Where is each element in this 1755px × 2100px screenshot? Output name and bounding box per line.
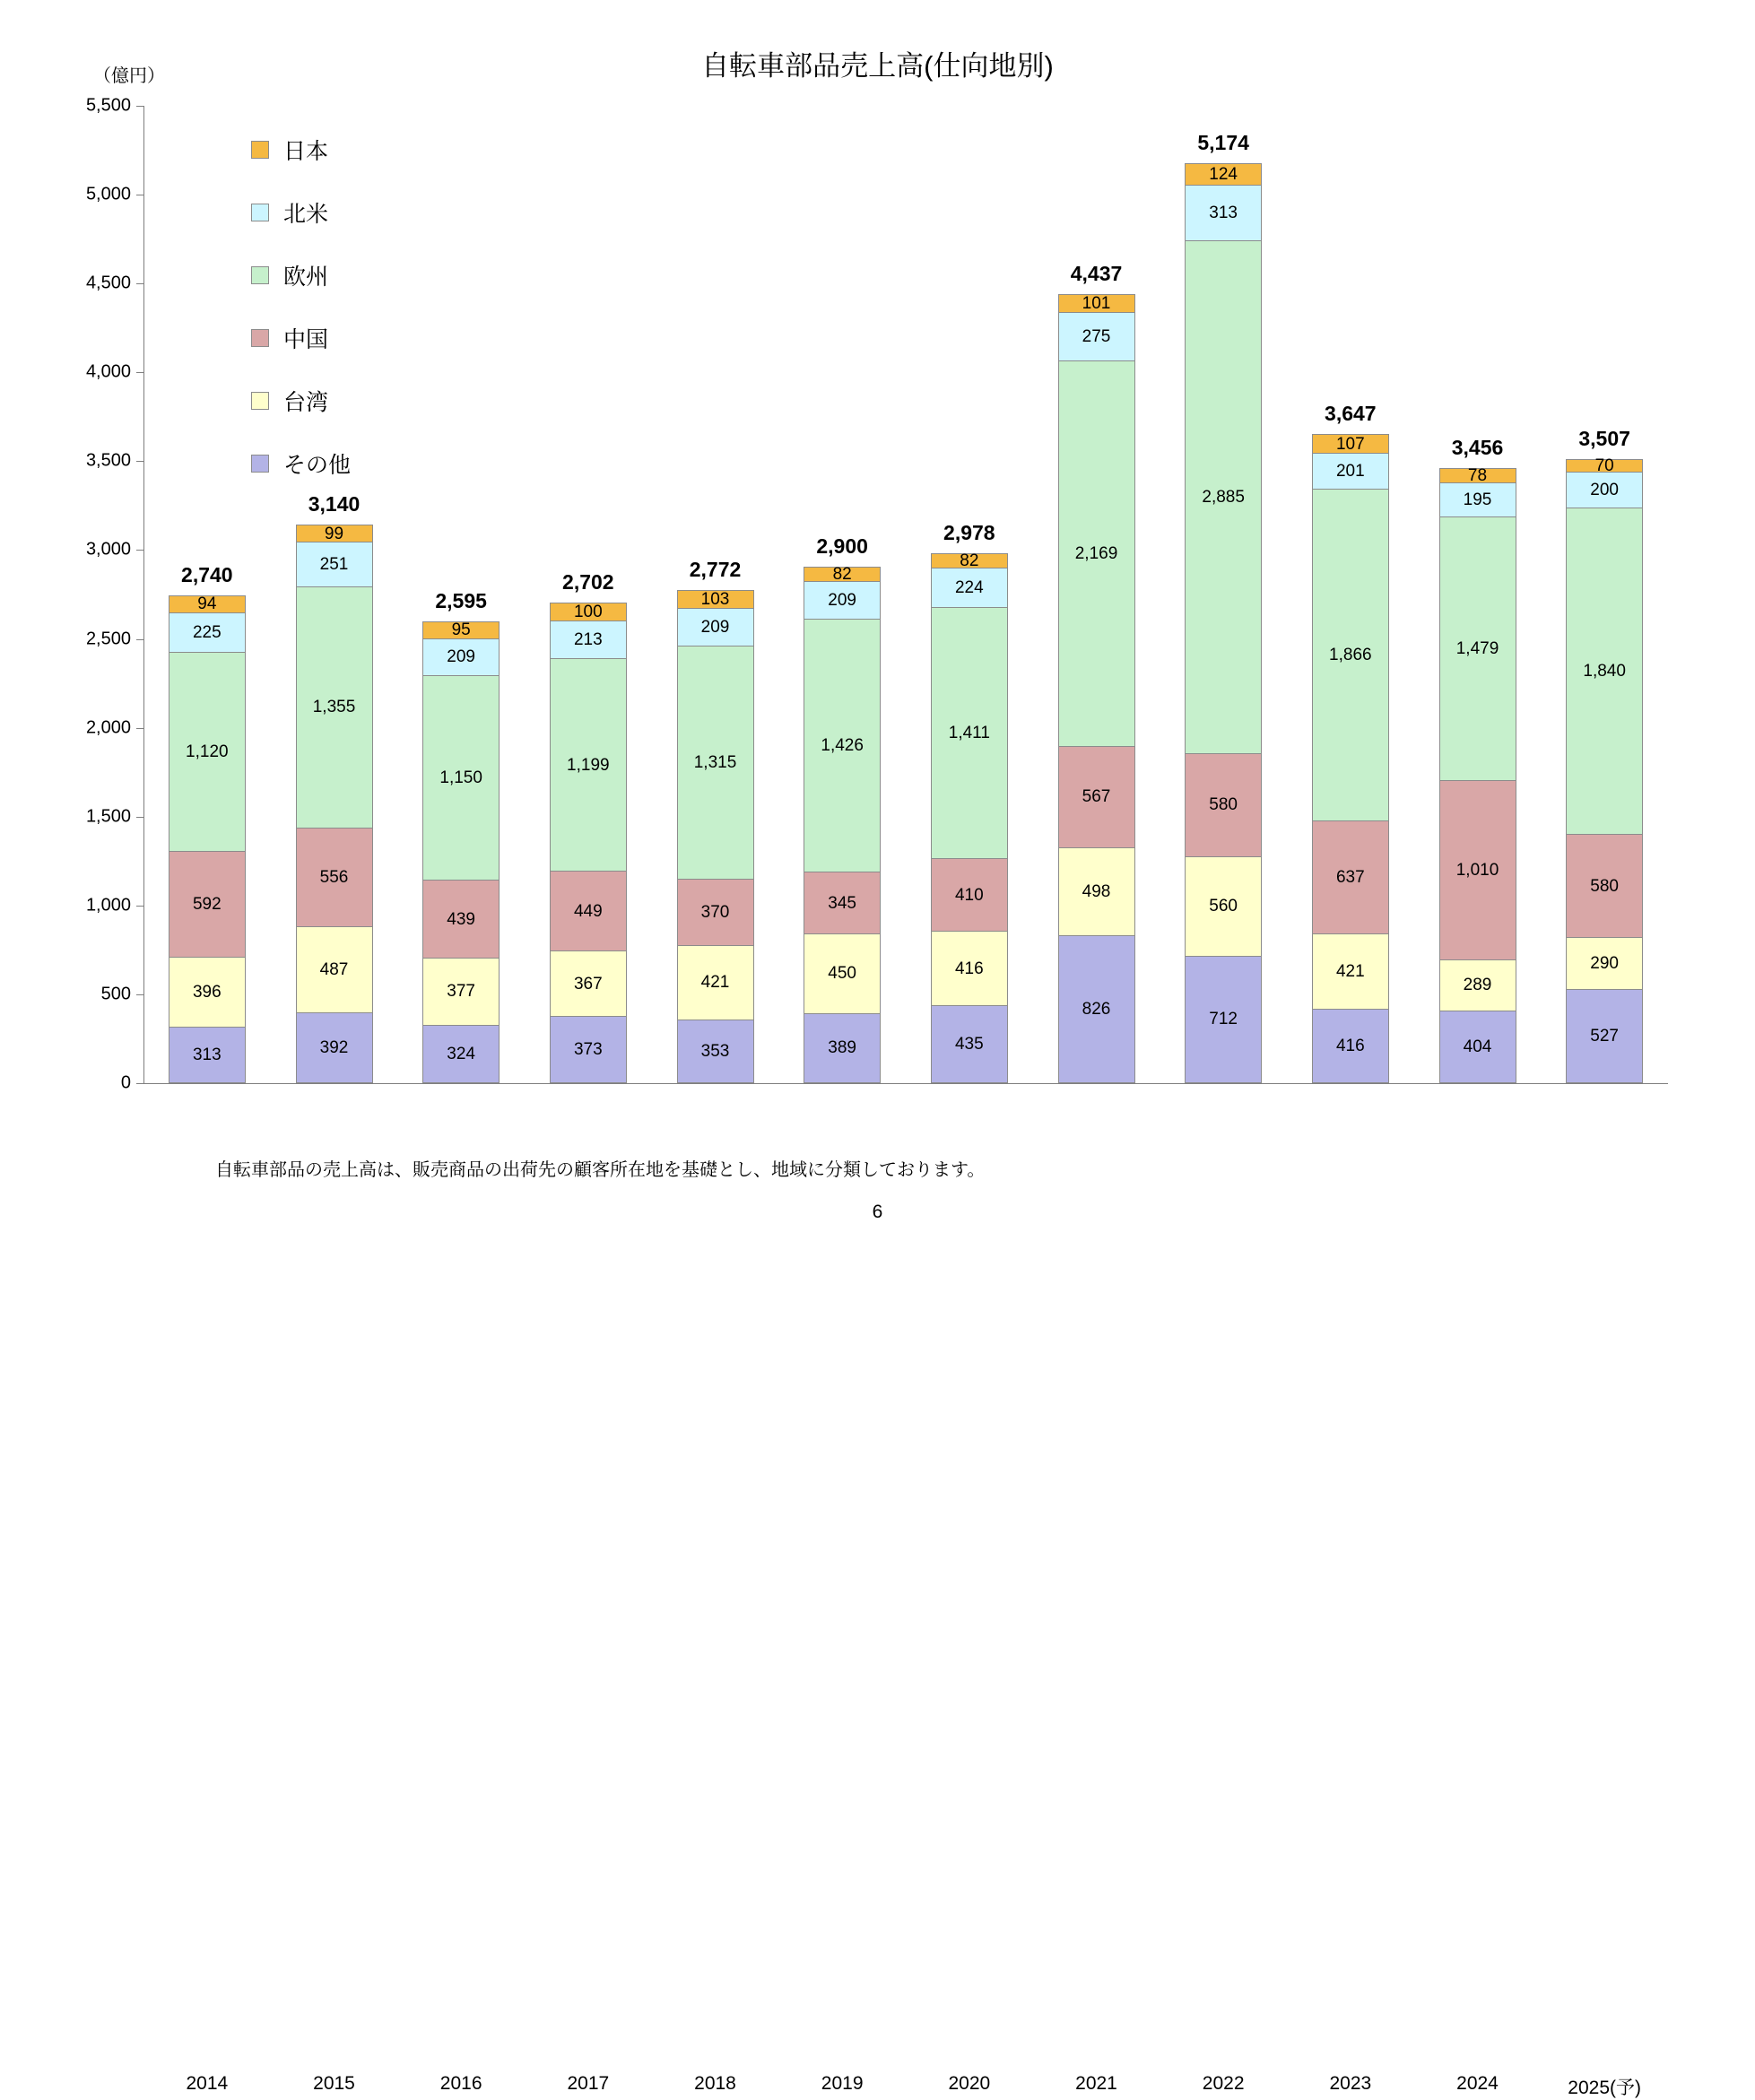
legend-label: その他 xyxy=(283,453,352,478)
page-number: 6 xyxy=(872,1202,883,1222)
bar-segment[interactable] xyxy=(296,828,373,927)
stacked-bar[interactable] xyxy=(1312,435,1389,1083)
bar-segment[interactable] xyxy=(169,652,246,852)
legend-swatch-icon xyxy=(251,204,269,221)
bar-segment-value: 1,010 xyxy=(1455,860,1499,880)
bar-segment[interactable] xyxy=(1312,434,1389,454)
legend-item[interactable] xyxy=(251,369,351,432)
legend-swatch-icon xyxy=(251,266,269,284)
legend-label: 北米 xyxy=(283,202,329,227)
bar-segment-value: 1,479 xyxy=(1455,638,1499,658)
chart-legend xyxy=(251,118,351,495)
bar-total-label: 3,647 xyxy=(1325,402,1377,426)
bar-total-label: 2,740 xyxy=(181,562,233,586)
bar-segment-value: 373 xyxy=(573,1040,603,1060)
bar-segment[interactable] xyxy=(1566,456,1643,475)
bar-segment-value: 826 xyxy=(1082,1000,1111,1020)
bar-segment[interactable] xyxy=(1058,294,1135,313)
bar-segment-value: 421 xyxy=(1335,961,1365,981)
y-axis-tick-label: 1,500 xyxy=(85,806,131,827)
y-axis-tick-mark xyxy=(136,283,143,284)
legend-swatch-icon xyxy=(251,392,269,410)
x-axis-category-label: 2019 xyxy=(821,2073,864,2094)
x-axis-category-label: 2023 xyxy=(1329,2073,1372,2094)
bar-segment-value: 580 xyxy=(1209,795,1238,815)
bar-segment-value: 209 xyxy=(447,647,475,667)
bar-segment-value: 107 xyxy=(1335,434,1365,454)
bar-segment-value: 201 xyxy=(1335,462,1365,482)
bar-segment[interactable] xyxy=(1566,508,1643,836)
bar-segment[interactable] xyxy=(1185,753,1262,857)
y-axis-tick-mark xyxy=(136,994,143,995)
bar-segment[interactable] xyxy=(169,851,246,957)
legend-item[interactable] xyxy=(251,307,351,369)
bar-segment-value: 2,885 xyxy=(1202,488,1245,508)
page-title: 自転車部品売上高(仕向地別) xyxy=(701,50,1054,82)
bar-segment[interactable] xyxy=(169,595,246,613)
legend-item[interactable] xyxy=(251,432,351,495)
y-axis-tick-label: 500 xyxy=(100,984,131,1004)
bar-segment-value: 1,840 xyxy=(1583,661,1626,681)
bar-segment-value: 439 xyxy=(447,909,475,929)
y-axis-tick-label: 2,000 xyxy=(85,717,131,738)
bar-segment-value: 353 xyxy=(700,1042,730,1062)
bar-segment[interactable] xyxy=(169,1027,246,1083)
bar-segment-value: 416 xyxy=(954,959,984,978)
bar-segment-value: 435 xyxy=(954,1034,984,1054)
stacked-bar[interactable] xyxy=(550,603,627,1083)
bar-segment[interactable] xyxy=(931,1005,1008,1083)
bar-segment-value: 209 xyxy=(700,618,730,638)
bar-segment[interactable] xyxy=(296,542,373,587)
stacked-bar[interactable] xyxy=(1058,295,1135,1083)
bar-total-label: 5,174 xyxy=(1197,130,1249,154)
bar-segment-value: 450 xyxy=(828,964,856,984)
y-axis-tick-mark xyxy=(136,639,143,640)
bar-segment[interactable] xyxy=(1058,312,1135,362)
bar-segment-value: 209 xyxy=(828,591,856,611)
bar-segment-value: 103 xyxy=(700,590,730,610)
bar-segment[interactable] xyxy=(1185,185,1262,241)
bar-segment-value: 580 xyxy=(1590,876,1619,896)
stacked-bar[interactable] xyxy=(1185,164,1262,1083)
legend-item[interactable] xyxy=(251,244,351,307)
x-axis-category-label: 2021 xyxy=(1075,2073,1117,2094)
bar-total-label: 4,437 xyxy=(1070,261,1123,285)
bar-segment[interactable] xyxy=(931,607,1008,859)
x-axis-category-label: 2017 xyxy=(567,2073,610,2094)
y-axis-tick-mark xyxy=(136,372,143,373)
bar-segment[interactable] xyxy=(1058,360,1135,747)
bar-segment[interactable] xyxy=(422,958,500,1026)
y-axis-tick-mark xyxy=(136,906,143,907)
bar-segment-value: 2,169 xyxy=(1074,544,1118,564)
bar-segment[interactable] xyxy=(1312,1009,1389,1083)
bar-segment-value: 367 xyxy=(573,974,603,994)
bar-segment-value: 324 xyxy=(447,1044,475,1063)
bar-total-label: 3,456 xyxy=(1451,436,1504,460)
bar-segment[interactable] xyxy=(677,945,754,1020)
bar-segment[interactable] xyxy=(296,926,373,1014)
bar-segment[interactable] xyxy=(1566,937,1643,989)
bar-segment-value: 251 xyxy=(319,555,349,575)
bar-segment[interactable] xyxy=(422,1025,500,1083)
legend-label: 欧州 xyxy=(283,265,329,290)
bar-total-label: 3,140 xyxy=(308,491,361,516)
bar-segment[interactable] xyxy=(1566,834,1643,938)
bar-segment[interactable] xyxy=(1312,820,1389,934)
bar-segment-value: 100 xyxy=(573,602,603,621)
y-axis-tick-mark xyxy=(136,461,143,462)
y-axis-tick-label: 4,500 xyxy=(85,273,131,293)
legend-item[interactable] xyxy=(251,181,351,244)
bar-segment-value: 416 xyxy=(1335,1036,1365,1055)
bar-segment[interactable] xyxy=(804,1013,881,1083)
bar-segment[interactable] xyxy=(1439,959,1516,1011)
bar-segment[interactable] xyxy=(677,879,754,945)
bar-segment-value: 389 xyxy=(828,1038,856,1058)
bar-segment[interactable] xyxy=(1185,240,1262,754)
bar-segment[interactable] xyxy=(677,1020,754,1083)
x-axis-category-label: 2016 xyxy=(439,2073,482,2094)
bar-segment-value: 99 xyxy=(324,524,344,543)
bar-segment[interactable] xyxy=(1312,489,1389,821)
bar-segment-value: 313 xyxy=(192,1045,222,1064)
bar-segment[interactable] xyxy=(422,638,500,676)
bar-segment-value: 712 xyxy=(1209,1010,1238,1029)
bar-total-label: 3,507 xyxy=(1578,426,1630,450)
bar-segment-value: 592 xyxy=(192,894,222,914)
bar-segment[interactable] xyxy=(1185,956,1262,1083)
bar-segment[interactable] xyxy=(1312,453,1389,490)
bar-segment[interactable] xyxy=(296,1012,373,1083)
bar-segment-value: 404 xyxy=(1463,1037,1492,1056)
stacked-bar[interactable] xyxy=(296,525,373,1083)
bar-segment[interactable] xyxy=(804,933,881,1014)
bar-segment-value: 377 xyxy=(447,982,475,1002)
y-axis-tick-mark xyxy=(136,728,143,729)
bar-segment[interactable] xyxy=(550,658,627,872)
y-axis-line xyxy=(143,106,144,1083)
bar-segment-value: 289 xyxy=(1463,976,1492,995)
bar-segment-value: 421 xyxy=(700,973,730,993)
bar-segment[interactable] xyxy=(1439,482,1516,518)
bar-segment-value: 560 xyxy=(1209,897,1238,916)
bar-segment[interactable] xyxy=(169,612,246,654)
x-axis-category-label: 2024 xyxy=(1456,2073,1499,2094)
bar-total-label: 2,900 xyxy=(816,534,868,559)
bar-segment[interactable] xyxy=(931,568,1008,608)
legend-swatch-icon xyxy=(251,141,269,159)
bar-segment[interactable] xyxy=(931,553,1008,568)
bar-segment-value: 1,866 xyxy=(1329,646,1372,664)
stacked-bar[interactable] xyxy=(1566,456,1643,1083)
bar-segment-value: 449 xyxy=(573,901,603,921)
bar-segment-value: 567 xyxy=(1082,787,1111,807)
bar-segment[interactable] xyxy=(677,608,754,646)
y-axis-tick-label: 3,500 xyxy=(85,450,131,471)
legend-label: 中国 xyxy=(283,327,329,352)
bar-segment[interactable] xyxy=(931,858,1008,932)
bar-segment-value: 101 xyxy=(1082,293,1111,313)
bar-segment-value: 290 xyxy=(1590,953,1619,973)
bar-segment-value: 527 xyxy=(1590,1026,1619,1046)
bar-segment[interactable] xyxy=(804,872,881,933)
bar-segment-value: 345 xyxy=(828,893,856,913)
x-axis-category-label: 2025(予) xyxy=(1568,2078,1641,2098)
y-axis-tick-label: 3,000 xyxy=(85,539,131,560)
bar-segment-value: 1,426 xyxy=(821,736,864,756)
bar-segment[interactable] xyxy=(422,621,500,639)
bar-segment[interactable] xyxy=(1439,1011,1516,1083)
bar-segment-value: 82 xyxy=(832,565,852,585)
bar-segment[interactable] xyxy=(1439,466,1516,486)
bar-segment-value: 275 xyxy=(1082,327,1111,347)
bar-segment[interactable] xyxy=(550,603,627,621)
bar-segment[interactable] xyxy=(1439,516,1516,780)
x-axis-category-label: 2020 xyxy=(948,2073,991,2094)
bar-segment[interactable] xyxy=(169,957,246,1028)
bar-segment-value: 498 xyxy=(1082,881,1111,901)
bar-segment-value: 224 xyxy=(954,578,984,598)
bar-total-label: 2,772 xyxy=(689,557,742,581)
x-axis-category-label: 2015 xyxy=(313,2073,355,2094)
bar-segment-value: 70 xyxy=(1594,456,1614,475)
bar-segment-value: 78 xyxy=(1467,466,1488,486)
bar-segment-value: 124 xyxy=(1209,164,1238,184)
bar-segment[interactable] xyxy=(1185,856,1262,957)
bar-segment-value: 1,120 xyxy=(186,742,229,762)
x-axis-line xyxy=(143,1083,1668,1084)
bar-segment[interactable] xyxy=(1566,989,1643,1083)
bar-segment-value: 1,199 xyxy=(567,755,610,775)
bar-segment-value: 94 xyxy=(197,594,217,614)
stacked-bar[interactable] xyxy=(931,551,1008,1083)
bar-segment[interactable] xyxy=(422,675,500,881)
stacked-bar[interactable] xyxy=(804,565,881,1083)
bar-total-label: 2,702 xyxy=(562,569,614,594)
legend-swatch-icon xyxy=(251,329,269,347)
footnote-text: 自転車部品の売上高は、販売商品の出荷先の顧客所在地を基礎とし、地域に分類しております。 xyxy=(215,1160,986,1180)
y-axis-tick-label: 0 xyxy=(120,1072,131,1093)
bar-segment[interactable] xyxy=(1185,163,1262,187)
bar-segment-value: 1,315 xyxy=(693,753,737,773)
bar-segment-value: 195 xyxy=(1463,490,1492,510)
bar-segment[interactable] xyxy=(1439,780,1516,960)
axis-unit-label: （億円） xyxy=(93,66,165,86)
bar-segment-value: 313 xyxy=(1209,204,1238,223)
bar-segment[interactable] xyxy=(677,590,754,609)
bar-segment[interactable] xyxy=(422,880,500,959)
y-axis-tick-mark xyxy=(136,106,143,107)
legend-swatch-icon xyxy=(251,455,269,473)
bar-segment-value: 82 xyxy=(960,551,979,570)
y-axis-tick-label: 2,500 xyxy=(85,629,131,649)
bar-segment-value: 95 xyxy=(451,620,471,640)
legend-item[interactable] xyxy=(251,118,351,181)
bar-segment[interactable] xyxy=(931,931,1008,1005)
bar-segment-value: 637 xyxy=(1335,868,1365,888)
bar-segment-value: 392 xyxy=(319,1038,349,1058)
bar-total-label: 2,595 xyxy=(435,588,487,612)
y-axis-tick-mark xyxy=(136,817,143,818)
legend-label: 台湾 xyxy=(283,390,329,415)
bar-segment[interactable] xyxy=(550,950,627,1017)
bar-segment-value: 1,411 xyxy=(948,724,990,743)
y-axis-tick-label: 5,500 xyxy=(85,95,131,116)
x-axis-category-label: 2022 xyxy=(1202,2073,1245,2094)
bar-segment[interactable] xyxy=(550,620,627,659)
stacked-bar[interactable] xyxy=(1439,466,1516,1083)
bar-segment-value: 410 xyxy=(954,885,984,905)
bar-segment-value: 556 xyxy=(319,867,349,887)
bar-segment[interactable] xyxy=(677,646,754,881)
stacked-bar[interactable] xyxy=(677,591,754,1083)
x-axis-category-label: 2014 xyxy=(186,2073,229,2094)
x-axis-category-label: 2018 xyxy=(694,2073,736,2094)
bar-segment[interactable] xyxy=(804,565,881,585)
bar-segment-value: 396 xyxy=(192,982,222,1002)
y-axis-tick-label: 5,000 xyxy=(85,184,131,204)
bar-segment-value: 200 xyxy=(1590,480,1619,499)
bar-segment-value: 370 xyxy=(700,902,730,922)
stacked-bar[interactable] xyxy=(422,622,500,1083)
y-axis-tick-label: 1,000 xyxy=(85,895,131,915)
bar-segment[interactable] xyxy=(1058,935,1135,1083)
bar-total-label: 2,978 xyxy=(943,520,995,544)
bar-segment[interactable] xyxy=(296,525,373,543)
bar-segment[interactable] xyxy=(550,871,627,951)
bar-segment[interactable] xyxy=(1566,472,1643,508)
bar-segment-value: 225 xyxy=(192,622,222,642)
bar-segment[interactable] xyxy=(550,1016,627,1083)
legend-label: 日本 xyxy=(283,139,329,164)
stacked-bar[interactable] xyxy=(169,596,246,1083)
bar-segment[interactable] xyxy=(1312,933,1389,1009)
bar-segment[interactable] xyxy=(1058,847,1135,937)
bar-segment[interactable] xyxy=(804,619,881,873)
bar-segment-value: 487 xyxy=(319,960,349,980)
y-axis-tick-mark xyxy=(136,1083,143,1084)
bar-segment-value: 1,150 xyxy=(439,768,482,788)
bar-segment[interactable] xyxy=(804,581,881,619)
y-axis-tick-label: 4,000 xyxy=(85,361,131,382)
y-axis-tick-mark xyxy=(136,550,143,551)
bar-segment[interactable] xyxy=(296,586,373,829)
bar-segment-value: 213 xyxy=(573,629,603,649)
bar-segment[interactable] xyxy=(1058,746,1135,847)
bar-segment-value: 1,355 xyxy=(312,698,356,717)
